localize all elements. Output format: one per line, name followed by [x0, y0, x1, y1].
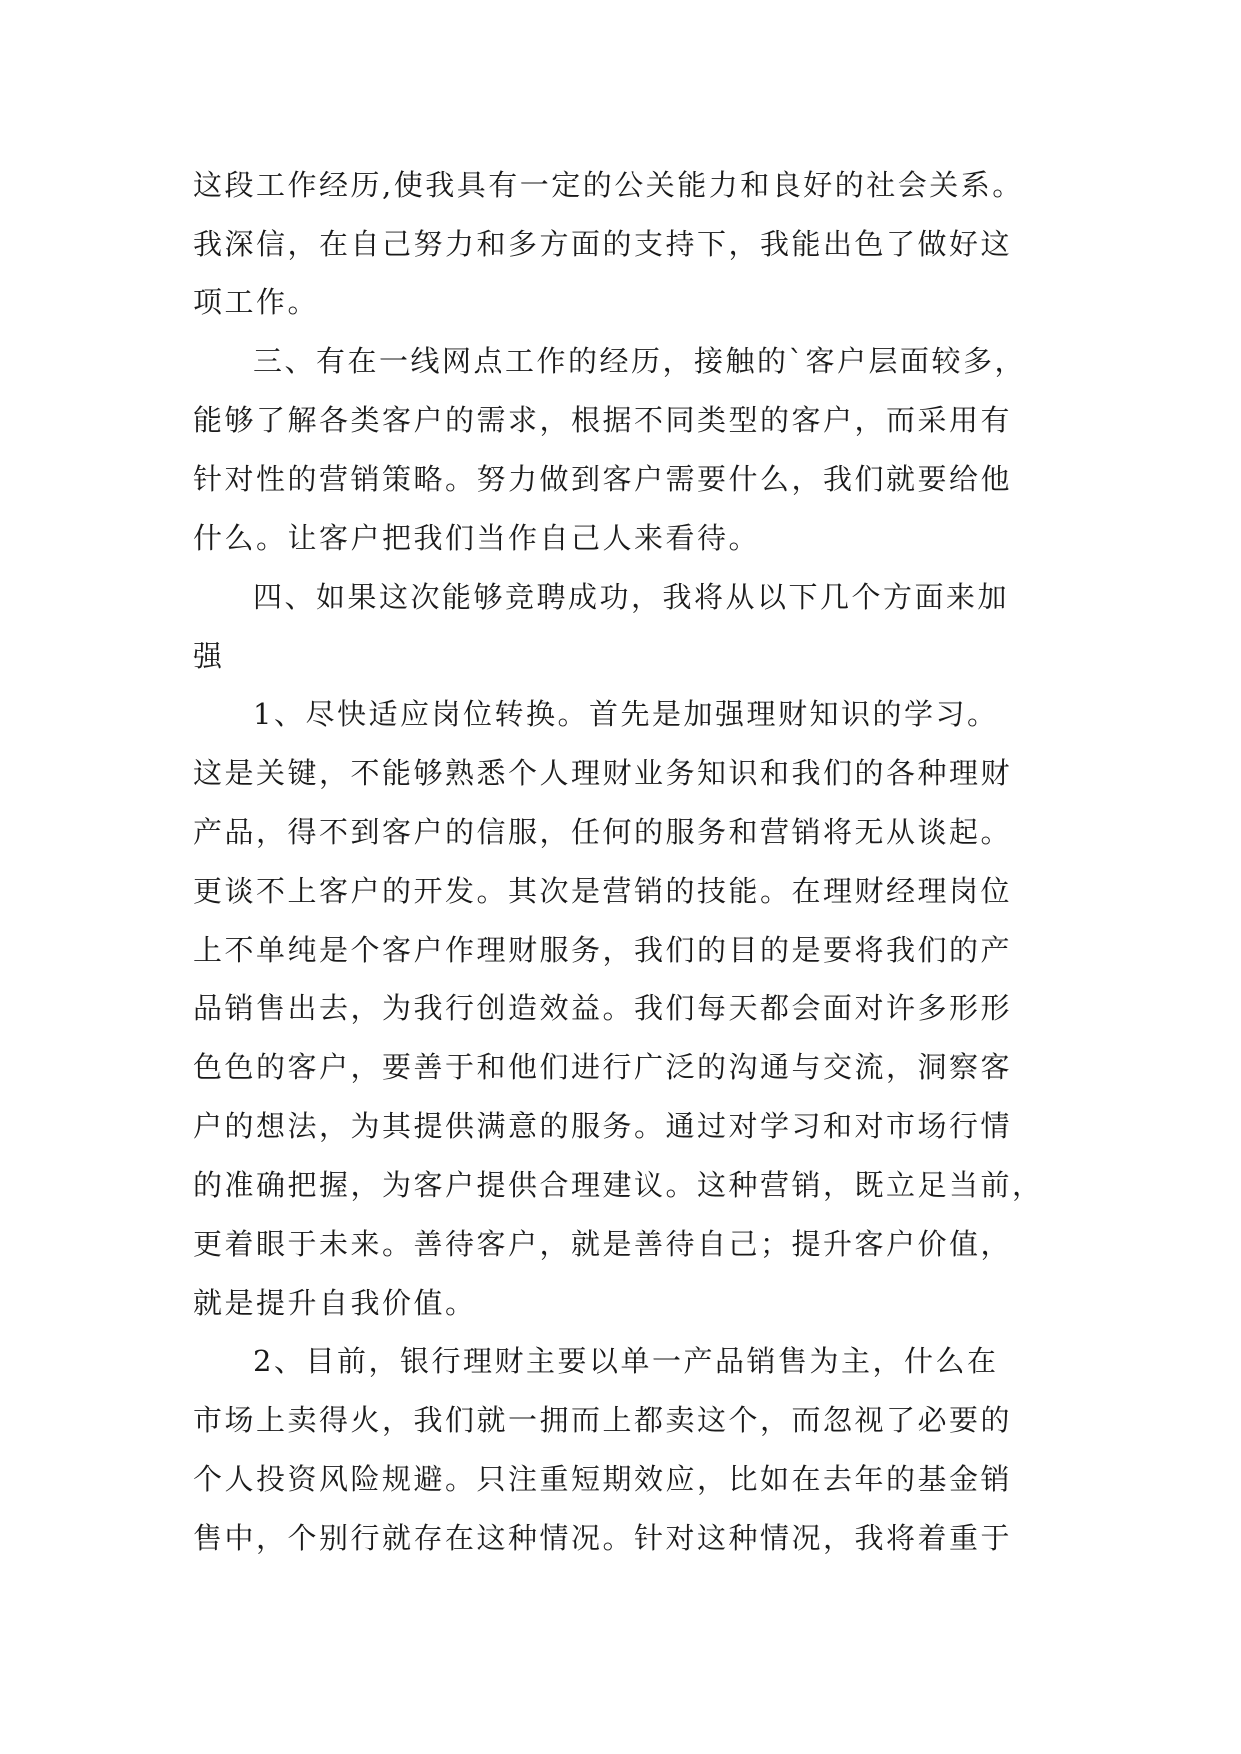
text-line: 更谈不上客户的开发。其次是营销的技能。在理财经理岗位 — [193, 874, 1013, 908]
text-line: 个人投资风险规避。只注重短期效应，比如在去年的基金销 — [193, 1462, 1013, 1496]
text-line: 这是关键，不能够熟悉个人理财业务知识和我们的各种理财 — [193, 756, 1013, 790]
text-line: 品销售出去，为我行创造效益。我们每天都会面对许多形形 — [193, 991, 1013, 1025]
paragraph-start-line: 三、有在一线网点工作的经历，接触的`客户层面较多， — [253, 344, 1027, 378]
text-line: 售中，个别行就存在这种情况。针对这种情况，我将着重于 — [193, 1521, 1013, 1555]
text-line: 产品，得不到客户的信服，任何的服务和营销将无从谈起。 — [193, 815, 1013, 849]
text-line: 就是提升自我价值。 — [193, 1286, 477, 1320]
text-line: 强 — [193, 639, 225, 673]
text-line: 的准确把握，为客户提供合理建议。这种营销，既立足当前， — [193, 1168, 1044, 1202]
text-line: 户的想法，为其提供满意的服务。通过对学习和对市场行情 — [193, 1109, 1013, 1143]
text-line: 针对性的营销策略。努力做到客户需要什么，我们就要给他 — [193, 462, 1013, 496]
text-line: 什么。让客户把我们当作自己人来看待。 — [193, 521, 761, 555]
text-line: 上不单纯是个客户作理财服务，我们的目的是要将我们的产 — [193, 933, 1013, 967]
text-line: 我深信，在自己努力和多方面的支持下，我能出色了做好这 — [193, 227, 1013, 261]
text-line: 色色的客户，要善于和他们进行广泛的沟通与交流，洞察客 — [193, 1050, 1013, 1084]
text-line: 项工作。 — [193, 285, 320, 319]
text-line: 这段工作经历,使我具有一定的公关能力和良好的社会关系。 — [193, 168, 1024, 202]
text-line: 市场上卖得火，我们就一拥而上都卖这个，而忽视了必要的 — [193, 1403, 1013, 1437]
paragraph-start-line: 四、如果这次能够竞聘成功，我将从以下几个方面来加 — [253, 580, 1010, 614]
text-line: 能够了解各类客户的需求，根据不同类型的客户，而采用有 — [193, 403, 1013, 437]
text-line: 更着眼于未来。善待客户，就是善待自己；提升客户价值， — [193, 1227, 1013, 1261]
paragraph-start-line: 1、尽快适应岗位转换。首先是加强理财知识的学习。 — [253, 697, 999, 731]
paragraph-start-line: 2、目前，银行理财主要以单一产品销售为主，什么在 — [253, 1344, 999, 1378]
